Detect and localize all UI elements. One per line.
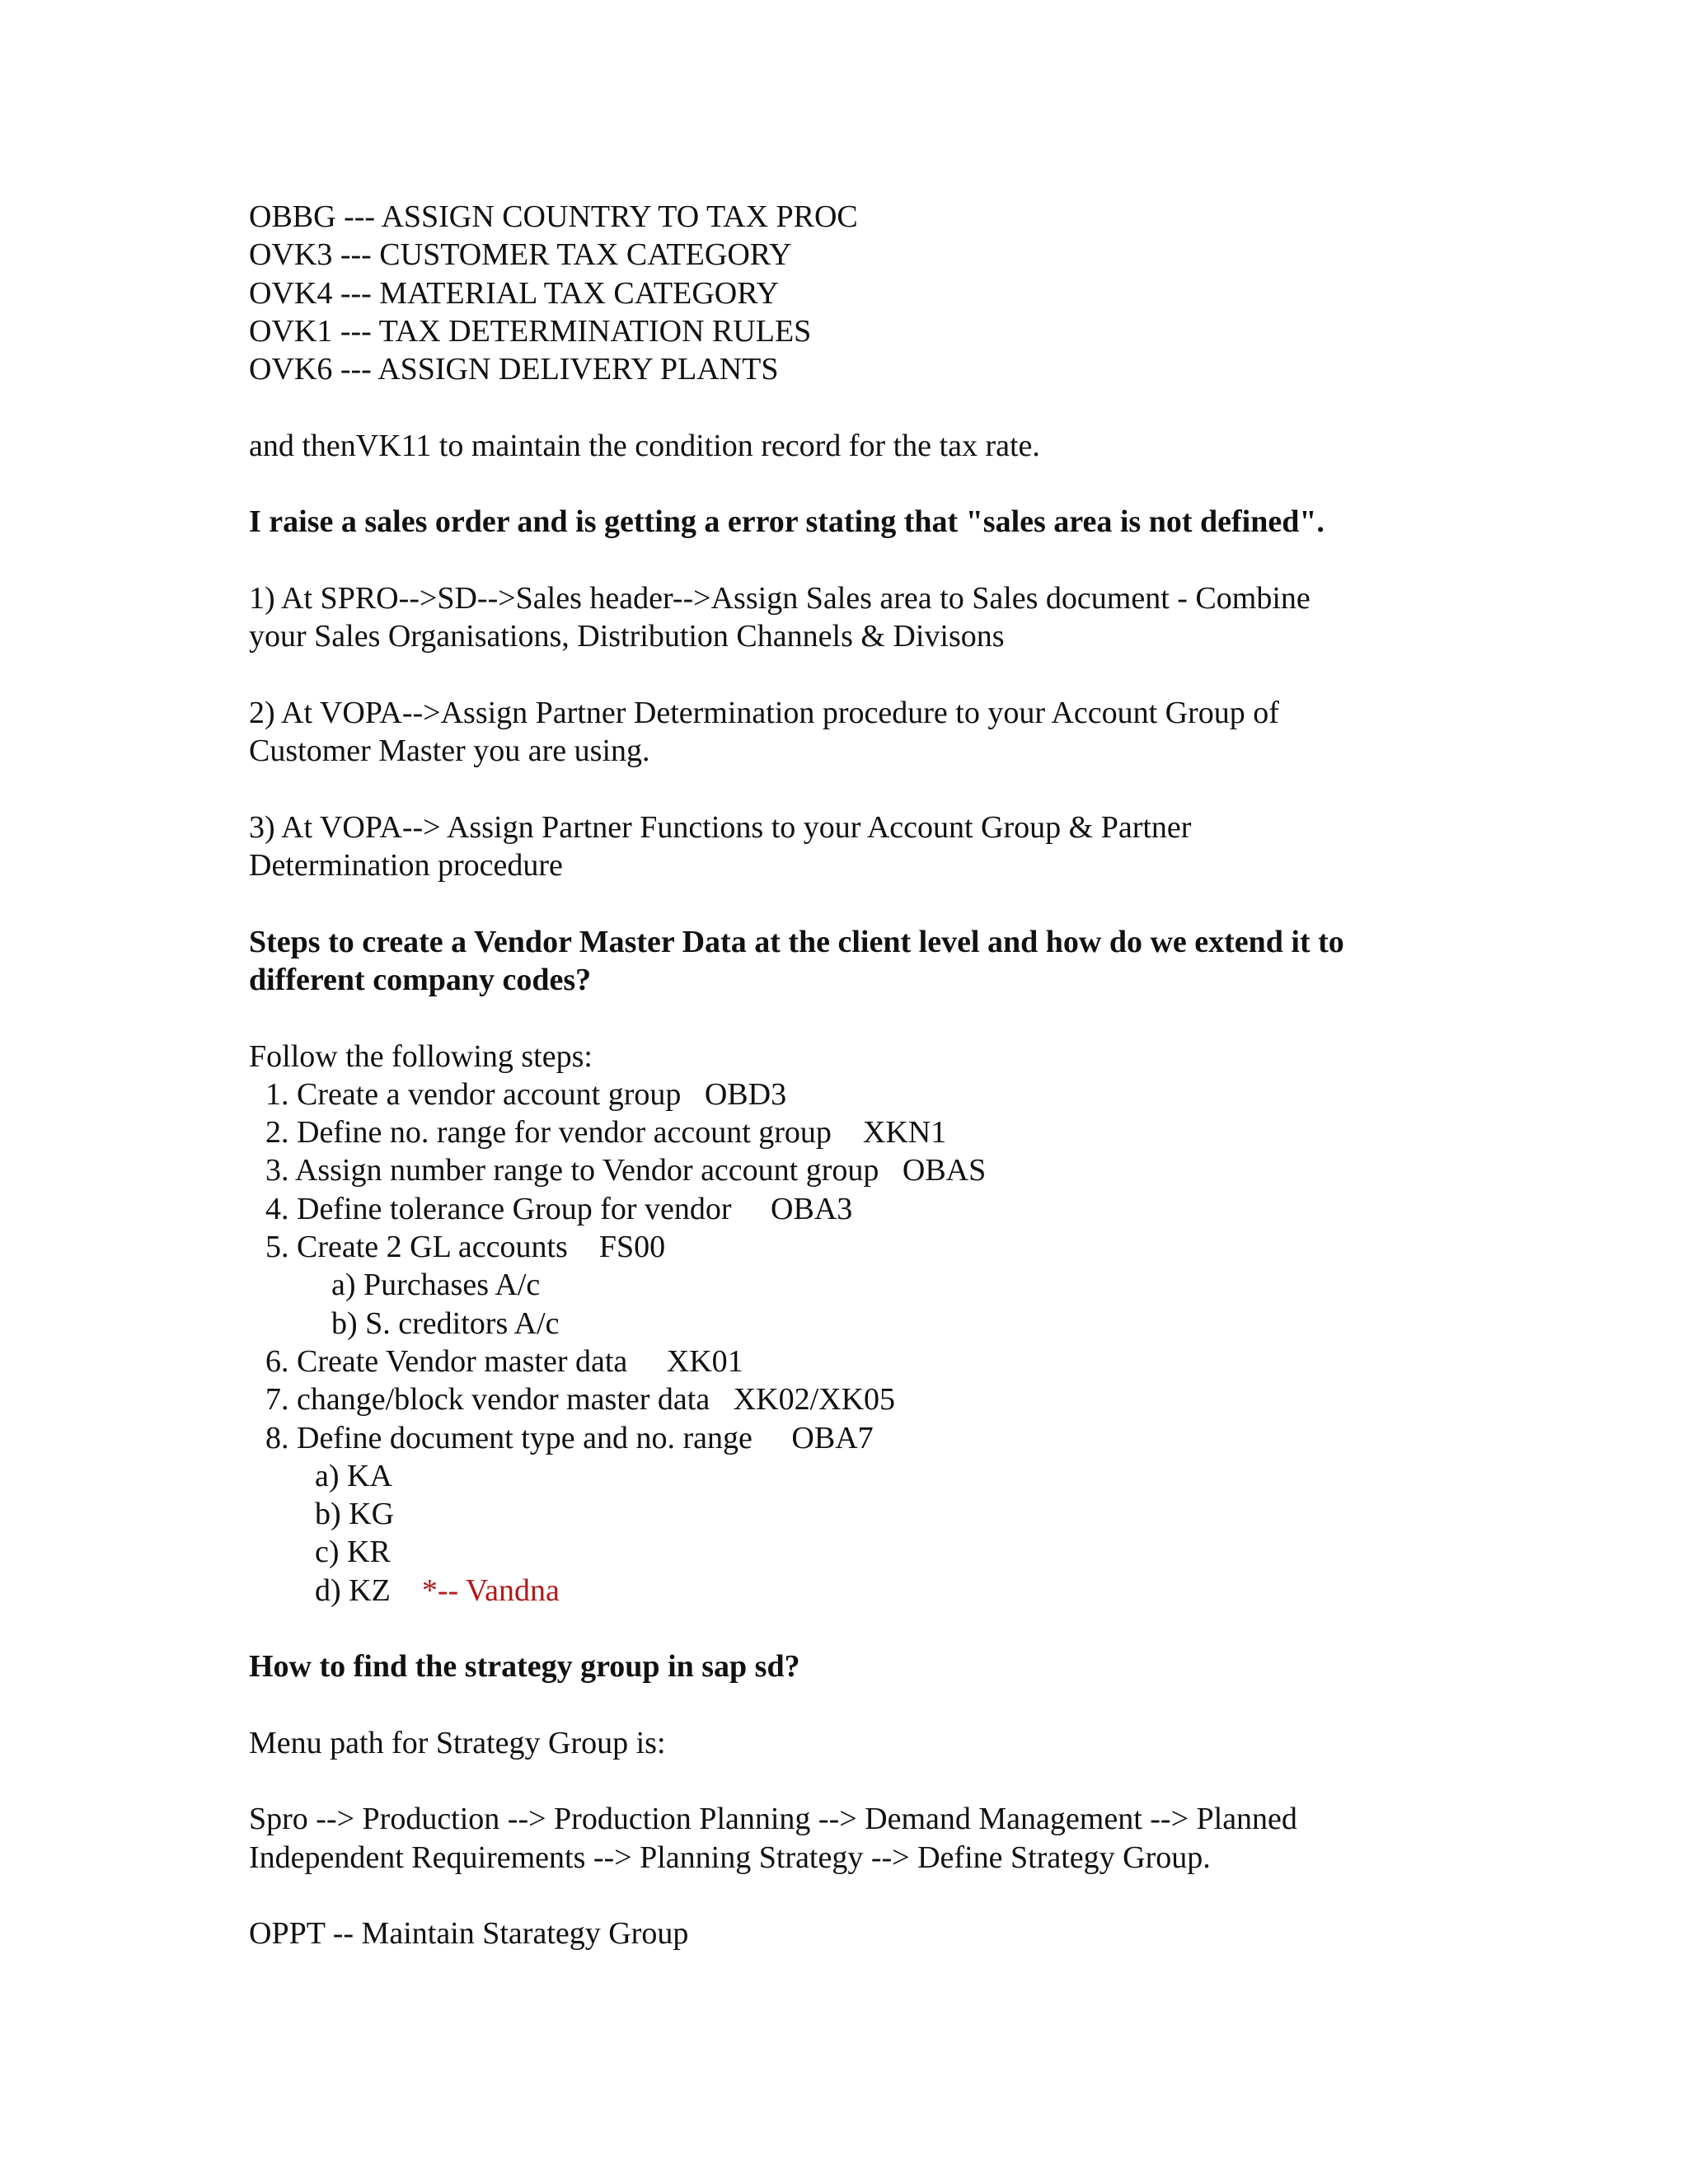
answer-line: Determination procedure [249, 848, 563, 883]
doc-type-item [249, 1572, 1485, 1610]
question-strategy-group: How to find the strategy group in sap sd? [249, 1649, 800, 1685]
answer-line: 3) At VOPA--> Assign Partner Functions to your Account Group & Partner [249, 809, 1192, 845]
answer-line: 1) At SPRO-->SD-->Sales header-->Assign Sales area to Sales document - Combine [249, 580, 1311, 616]
doc-type-label: d) KZ [315, 1572, 391, 1608]
step-item: 1. Create a vendor account group OBD3 [265, 1076, 787, 1112]
tax-code-line: OVK1 --- TAX DETERMINATION RULES [249, 313, 812, 349]
doc-type-item: c) KR [315, 1535, 391, 1570]
step-item: 4. Define tolerance Group for vendor OBA3 [265, 1191, 853, 1226]
question-sales-area: I raise a sales order and is getting a error stating that "sales area is not defined". [249, 504, 1325, 540]
steps-intro: Follow the following steps: [249, 1038, 593, 1074]
answer-line: your Sales Organisations, Distribution Channels & Divisons [249, 619, 1005, 654]
vk11-note: and thenVK11 to maintain the condition record for the tax rate. [249, 428, 1040, 463]
tax-code-line: OVK4 --- MATERIAL TAX CATEGORY [249, 275, 779, 311]
answer-line: 2) At VOPA-->Assign Partner Determination procedure to your Account Group of [249, 695, 1279, 730]
step-item: 7. change/block vendor master data XK02/XK05 [265, 1382, 896, 1418]
step-item: 5. Create 2 GL accounts FS00 [265, 1230, 666, 1265]
tax-code-line: OBBG --- ASSIGN COUNTRY TO TAX PROC [249, 199, 858, 234]
menu-path-line: Spro --> Production --> Production Planning --> Demand Management --> Planned [249, 1802, 1297, 1837]
step-item: 2. Define no. range for vendor account group XKN1 [265, 1115, 947, 1151]
question-vendor-master: different company codes? [249, 962, 592, 997]
oppt-line: OPPT -- Maintain Starategy Group [249, 1916, 689, 1952]
gl-sub-item: b) S. creditors A/c [331, 1305, 560, 1341]
step-item: 6. Create Vendor master data XK01 [265, 1343, 743, 1379]
answer-line: Customer Master you are using. [249, 733, 650, 769]
doc-type-item: b) KG [315, 1497, 395, 1532]
step-item: 3. Assign number range to Vendor account group OBAS [265, 1153, 987, 1188]
gl-sub-item: a) Purchases A/c [331, 1268, 541, 1303]
doc-type-item: a) KA [315, 1458, 392, 1493]
author-signature: *-- Vandna [421, 1572, 560, 1608]
menu-path-intro: Menu path for Strategy Group is: [249, 1725, 666, 1760]
tax-code-line: OVK3 --- CUSTOMER TAX CATEGORY [249, 237, 792, 273]
question-vendor-master: Steps to create a Vendor Master Data at the client level and how do we extend it to [249, 924, 1344, 959]
step-item: 8. Define document type and no. range OBA7 [265, 1420, 874, 1455]
document-body [249, 198, 1485, 1953]
tax-code-line: OVK6 --- ASSIGN DELIVERY PLANTS [249, 352, 779, 387]
menu-path-line: Independent Requirements --> Planning Strategy --> Define Strategy Group. [249, 1840, 1211, 1875]
